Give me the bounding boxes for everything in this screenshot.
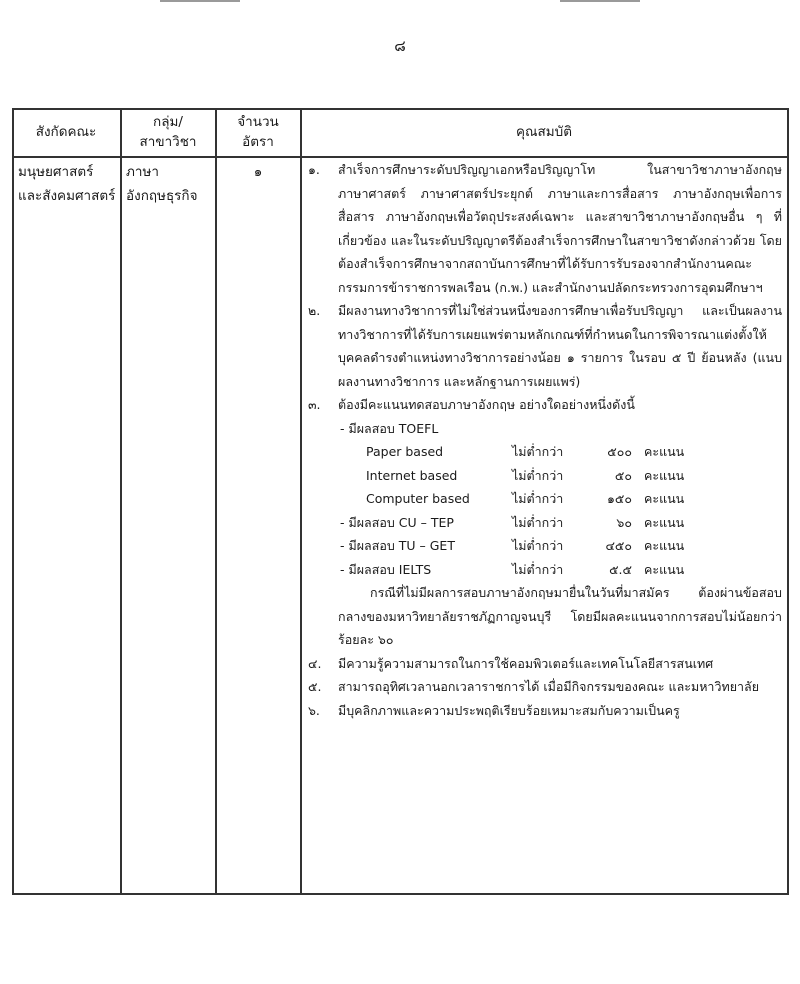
- scan-edge-line: [560, 0, 640, 2]
- qualification-number: ๓.: [308, 397, 321, 412]
- table-border-left: [12, 108, 14, 895]
- test-name: Paper based: [366, 444, 444, 459]
- header-qualifications: [301, 108, 787, 156]
- score-condition: ไม่ต่ำกว่า: [512, 491, 564, 506]
- qualification-text: มีความรู้ความสามารถในการใช้คอมพิวเตอร์และเทคโนโลยีสารสนเทศ: [338, 655, 714, 671]
- score-value: ๕๐: [614, 467, 632, 483]
- header-count-line1: จำนวน: [237, 114, 279, 130]
- header-count: [216, 108, 300, 156]
- cell-faculty: [18, 160, 120, 208]
- qualification-text: มีผลงานทางวิชาการที่ไม่ใช่ส่วนหนึ่งของการศึกษาเพื่อรับปริญญา และเป็นผลงานทางวิชาการที่ได้รับการเผยแพร่ตามหลักเกณฑ์ที่กำหนดในการพิจารณาแต่งตั้งให้บุคคลดำรงตำแหน่งทางวิชาการอย่างน้อย ๑ รายการ ในรอบ ๕ ปี ย้อนหลัง (แนบผลงานทางวิชาการ และหลักฐานการเผยแพร่): [338, 303, 782, 389]
- header-qualifications-label: คุณสมบัติ: [515, 124, 573, 140]
- table-col-divider: [300, 108, 302, 895]
- qualification-item-4: [308, 652, 782, 676]
- score-condition: ไม่ต่ำกว่า: [512, 514, 564, 530]
- qualification-number: ๕.: [308, 679, 322, 694]
- header-count-line2: อัตรา: [242, 134, 274, 150]
- qualification-number: ๑.: [308, 162, 320, 177]
- score-value: ๔๕๐: [605, 538, 632, 553]
- note-text: กรณีที่ไม่มีผลการสอบภาษาอังกฤษมายื่นในวันที่มาสมัคร ต้องผ่านข้อสอบกลางของมหาวิทยาลัยราชภัฏกาญจนบุรี โดยมีผลคะแนนจากการสอบไม่น้อยกว่าร้อยละ ๖๐: [338, 585, 782, 647]
- qualification-number: ๒.: [308, 303, 321, 318]
- cell-group: [126, 160, 214, 208]
- group-line1: ภาษา: [126, 164, 159, 180]
- header-faculty-label: สังกัดคณะ: [35, 124, 97, 140]
- qualification-item-5: [308, 675, 782, 699]
- toefl-label: - มีผลสอบ TOEFL: [340, 420, 439, 436]
- score-row-ielts: [308, 558, 782, 582]
- group-line2: อังกฤษธุรกิจ: [126, 188, 198, 204]
- table-col-divider: [120, 108, 122, 895]
- score-condition: ไม่ต่ำกว่า: [512, 538, 564, 553]
- header-group-line2: สาขาวิชา: [139, 134, 197, 150]
- cell-count: [216, 160, 300, 184]
- header-group-line1: กลุ่ม/: [153, 114, 183, 130]
- test-name: Computer based: [366, 491, 470, 506]
- score-row-tu-get: [308, 534, 782, 558]
- score-value: ๕.๕: [609, 561, 632, 577]
- qualification-text: สำเร็จการศึกษาระดับปริญญาเอกหรือปริญญาโท ในสาขาวิชาภาษาอังกฤษ ภาษาศาสตร์ ภาษาศาสตร์ประยุกต์ ภาษาและการสื่อสาร ภาษาอังกฤษเพื่อการสื่อสาร ภาษาอังกฤษเพื่อวัตถุประสงค์เฉพาะ และสาขาวิชาภาษาอังกฤษอื่น ๆ ที่เกี่ยวข้อง และในระดับปริญญาตรีต้องสำเร็จการศึกษาในสาขาวิชาดังกล่าวด้วย โดยต้องสำเร็จการศึกษาจากสถาบันการศึกษาที่ได้รับการรับรองจากสำนักงานคณะกรรมการข้าราชการพลเรือน (ก.พ.) และสำนักงานปลัดกระทรวงการอุดมศึกษาฯ: [338, 162, 782, 295]
- score-unit: คะแนน: [644, 538, 685, 553]
- qualification-number: ๖.: [308, 702, 320, 718]
- table-border-right: [787, 108, 789, 895]
- score-row-toefl-internet: [308, 464, 782, 488]
- qualification-text: สามารถอุทิศเวลานอกเวลาราชการได้ เมื่อมีกิจกรรมของคณะ และมหาวิทยาลัย: [338, 679, 760, 694]
- header-faculty: [12, 108, 120, 156]
- qualification-item-3: [308, 393, 782, 417]
- toefl-heading: [308, 417, 782, 441]
- qualification-number: ๔.: [308, 655, 322, 671]
- qualification-item-6: [308, 699, 782, 723]
- score-row-toefl-computer: [308, 487, 782, 511]
- score-row-toefl-paper: [308, 440, 782, 464]
- score-value: ๑๕๐: [606, 491, 632, 506]
- table-border-bottom: [12, 893, 788, 895]
- score-value: ๖๐: [616, 514, 632, 530]
- score-value: ๕๐๐: [607, 444, 632, 459]
- scan-edge-line: [160, 0, 240, 2]
- test-name: Internet based: [366, 467, 458, 483]
- score-unit: คะแนน: [644, 561, 685, 577]
- score-unit: คะแนน: [644, 491, 685, 506]
- score-unit: คะแนน: [644, 444, 685, 459]
- score-condition: ไม่ต่ำกว่า: [512, 444, 564, 459]
- score-unit: คะแนน: [644, 514, 685, 530]
- page-number: ๘: [394, 37, 406, 55]
- score-row-cu-tep: [308, 511, 782, 535]
- qualification-text: ต้องมีคะแนนทดสอบภาษาอังกฤษ อย่างใดอย่างหนึ่งดังนี้: [338, 397, 635, 412]
- english-test-note: [308, 581, 782, 652]
- qualification-item-2: [308, 299, 782, 393]
- qualification-item-1: [308, 158, 782, 299]
- qualifications-list: [308, 158, 782, 722]
- faculty-line1: มนุษยศาสตร์: [18, 164, 94, 180]
- test-name: - มีผลสอบ CU – TEP: [340, 514, 454, 530]
- qualification-text: มีบุคลิกภาพและความประพฤติเรียบร้อยเหมาะสมกับความเป็นครู: [338, 702, 680, 718]
- count-value: ๑: [253, 164, 263, 180]
- faculty-line2: และสังคมศาสตร์: [18, 188, 116, 204]
- header-group: [121, 108, 215, 156]
- test-name: - มีผลสอบ TU – GET: [340, 538, 455, 553]
- table-col-divider: [215, 108, 217, 895]
- score-unit: คะแนน: [644, 467, 685, 483]
- score-condition: ไม่ต่ำกว่า: [512, 561, 564, 577]
- score-condition: ไม่ต่ำกว่า: [512, 467, 564, 483]
- test-name: - มีผลสอบ IELTS: [340, 561, 432, 577]
